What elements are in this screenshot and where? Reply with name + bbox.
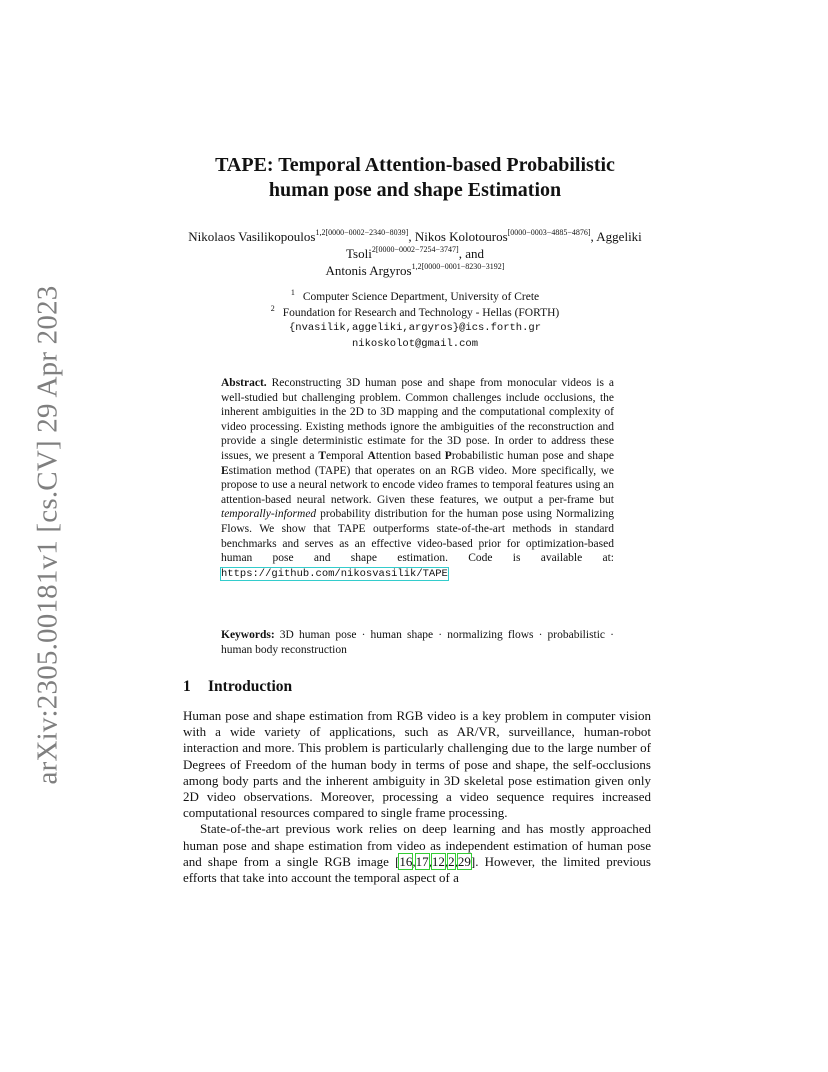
keywords-text: 3D human pose · human shape · normalizing flows · probabilistic · human body reconstruction bbox=[221, 629, 614, 656]
author-name: Nikos Kolotouros bbox=[414, 229, 508, 244]
author-list: Nikolaos Vasilikopoulos$^{1,2[0000-0002-2340-8039]}$, Nikos Kolotouros[0000−0003−4885−4876], Aggeliki Tsoli$^{2[0000-0002-7254-3747]}$, and Antonis Argyros$^{1,2[0000-0001-8230-3192]}$ bbox=[188, 228, 642, 278]
citation-link[interactable]: 2 bbox=[448, 853, 455, 869]
abstract-text: stimation method (TAPE) that operates on an RGB video. More specifically, we propose to use a neural network to encode video frames to temporal features using an attention-based neural network. Given these features, we output a per-frame but bbox=[221, 464, 614, 506]
arxiv-identifier-stamp: arXiv:2305.00181v1 [cs.CV] 29 Apr 2023 bbox=[31, 285, 64, 785]
abstract-label: Abstract. bbox=[221, 377, 267, 389]
section-heading bbox=[183, 677, 292, 697]
abstract-text: robabilistic human pose and shape bbox=[451, 449, 614, 462]
affiliation-number: 2 bbox=[270, 303, 275, 313]
title-line-2: human pose and shape Estimation bbox=[268, 179, 562, 201]
author-name: Nikolaos Vasilikopoulos bbox=[188, 229, 316, 244]
affiliation-number: 1 bbox=[290, 288, 295, 297]
affiliation bbox=[180, 290, 650, 306]
abstract-emphasis: temporally-informed bbox=[221, 508, 317, 521]
acronym-letter: P bbox=[444, 449, 452, 462]
affiliation-text: Computer Science Department, University of Crete bbox=[302, 291, 540, 303]
acronym-letter: E bbox=[221, 464, 229, 477]
abstract-text: emporal bbox=[326, 449, 368, 462]
section-title: Introduction bbox=[208, 678, 293, 695]
author-name: Antonis Argyros bbox=[325, 263, 412, 278]
keywords-label: Keywords: bbox=[221, 629, 275, 641]
email-line: nikoskolot@gmail.com bbox=[351, 337, 479, 350]
paragraph: State-of-the-art previous work relies on deep learning and has mostly approached human pose and shape estimation from video as independent estimation of human pose and shape from a single RGB image [16,17,12,2,29]. However, the limited previous efforts that take into account the temporal aspect of a bbox=[183, 821, 651, 886]
paragraph-text: State-of-the-art previous work relies on deep learning and has mostly approached human pose and shape estimation from video as independent estimation of human pose and shape from a single RGB image bbox=[183, 821, 651, 869]
code-repository-link[interactable]: https://github.com/nikosvasilik/TAPE bbox=[221, 567, 448, 580]
introduction-body bbox=[183, 708, 651, 886]
affiliation-text: Foundation for Research and Technology - Hellas (FORTH) bbox=[282, 306, 560, 319]
author-affiliation-orcid: [0000−0003−4885−4876] bbox=[507, 228, 591, 237]
title-line-1: TAPE: Temporal Attention-based Probabilistic bbox=[215, 154, 615, 176]
paragraph: Human pose and shape estimation from RGB video is a key problem in computer vision with a wide variety of applications, such as AR/VR, surveillance, human-robot interaction and more. This problem is particularly challenging due to the large number of Degrees of Freedom of the human body in terms of pose and shape, the self-occlusions among body parts and the inherent ambiguity in 3D skeletal pose estimation given only 2D video observations. Moreover, processing a video sequence requires increased computational resources compared to single frame processing. bbox=[183, 708, 651, 821]
abstract bbox=[221, 376, 614, 581]
author-name: Aggeliki Tsoli bbox=[346, 229, 642, 261]
affiliations bbox=[180, 290, 650, 352]
abstract-text: probability distribution for the human pose using Normalizing Flows. We show that TAPE outperforms state-of-the-art methods in standard benchmarks and serves as an effective video-based prior for optimization-based human pose and shape estimation. Code is available at: bbox=[221, 508, 614, 565]
paper-title bbox=[140, 153, 690, 203]
author-affiliation-orcid: 1,2[0000−0002−2340−8039] bbox=[315, 228, 409, 237]
citation-link[interactable]: 17 bbox=[415, 853, 429, 869]
section-number: 1 bbox=[183, 678, 191, 695]
acronym-letter: T bbox=[318, 449, 327, 462]
author-affiliation-orcid: 2[0000−0002−7254−3747] bbox=[371, 245, 459, 254]
citation-link[interactable]: 16 bbox=[399, 853, 413, 869]
email-line: {nvasilik,aggeliki,argyros}@ics.forth.gr bbox=[288, 322, 542, 334]
abstract-text: Reconstructing 3D human pose and shape from monocular videos is a well-studied but challenging problem. Common challenges include occlusions, the inherent ambiguities in the 2D to 3D mapping and the computational complexity of video processing. Existing methods ignore the ambiguities of the reconstruction and provide a single deterministic estimate for the 3D pose. In order to address these issues, we present a bbox=[221, 377, 614, 462]
author-affiliation-orcid: 1,2[0000−0001−8230−3192] bbox=[411, 262, 505, 271]
affiliation bbox=[180, 303, 650, 322]
paragraph-text: . However, the limited previous efforts that take into account the temporal aspect of a bbox=[183, 853, 651, 886]
citation-link[interactable]: 12 bbox=[431, 853, 445, 869]
author-conjunction: and bbox=[465, 246, 484, 261]
abstract-text: ttention based bbox=[375, 449, 445, 462]
keywords bbox=[221, 628, 614, 657]
citation-link[interactable]: 29 bbox=[457, 853, 471, 869]
acronym-letter: A bbox=[367, 449, 376, 462]
